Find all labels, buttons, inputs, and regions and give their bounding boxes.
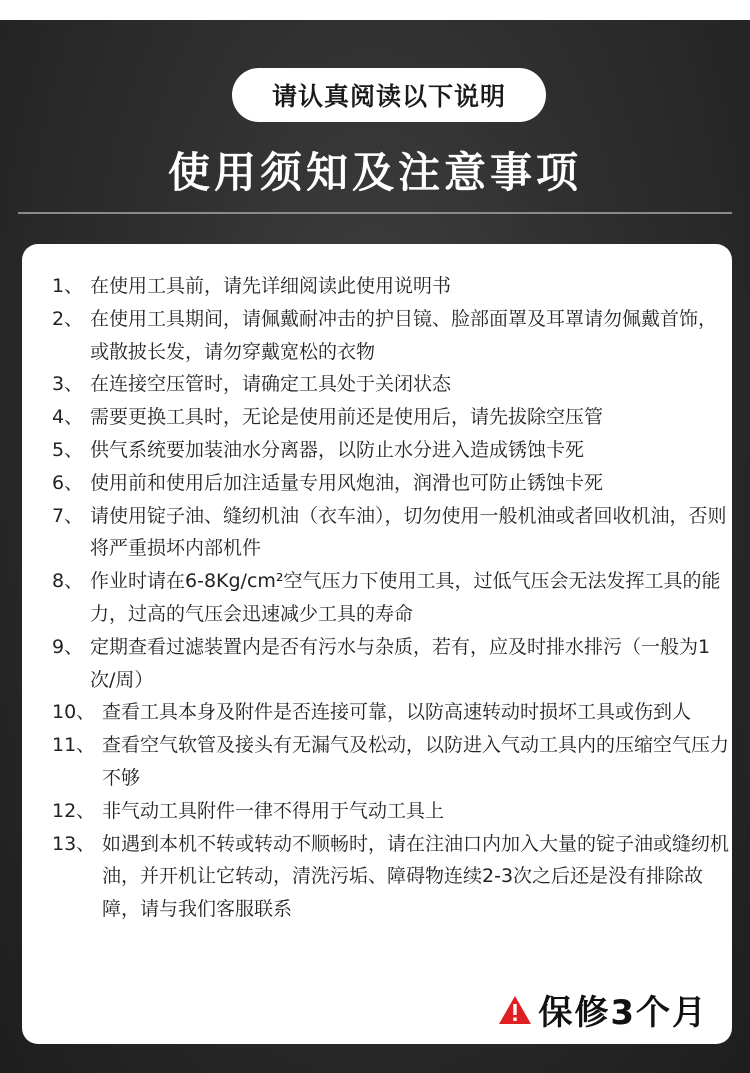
read-instructions-text: 请认真阅读以下说明 <box>271 82 506 111</box>
warranty-text: 保修3个月 <box>538 993 708 1033</box>
note-number: 12、 <box>52 799 96 822</box>
note-item <box>52 401 732 434</box>
note-number: 10、 <box>52 701 96 724</box>
note-text: 使用前和使用后加注适量专用风炮油，润滑也可防止锈蚀卡死 <box>90 471 604 494</box>
note-number: 8、 <box>52 570 84 593</box>
note-text: 请使用锭子油、缝纫机油（衣车油），切勿使用一般机油或者回收机油，否则将严重损坏内部机件 <box>90 504 727 560</box>
note-number: 1、 <box>52 275 84 297</box>
warning-triangle-icon <box>498 995 532 1025</box>
note-item <box>52 467 732 500</box>
note-number: 2、 <box>52 307 84 330</box>
note-number: 5、 <box>52 438 84 461</box>
top-white-strip <box>0 0 750 20</box>
note-item <box>52 565 732 631</box>
note-item <box>52 631 732 697</box>
note-text: 在使用工具前，请先详细阅读此使用说明书 <box>90 275 452 297</box>
note-number: 7、 <box>52 504 84 527</box>
warranty-badge <box>498 985 708 1034</box>
note-text: 如遇到本机不转或转动不顺畅时，请在注油口内加入大量的锭子油或缝纫机油，并开机让它转动，清洗污垢、障碍物连续2-3次之后还是没有排除故障，请与我们客服联系 <box>102 832 730 921</box>
note-text: 查看工具本身及附件是否连接可靠，以防高速转动时损坏工具或伤到人 <box>102 701 692 724</box>
note-text: 作业时请在6-8Kg/cm²空气压力下使用工具，过低气压会无法发挥工具的能力，过高的气压会迅速减少工具的寿命 <box>90 570 721 625</box>
note-text: 需要更换工具时，无论是使用前还是使用后，请先拔除空压管 <box>90 406 604 429</box>
note-item <box>52 828 732 926</box>
page-title: 使用须知及注意事项 <box>167 148 582 197</box>
notes-card <box>22 244 732 1044</box>
note-text: 在连接空压管时，请确定工具处于关闭状态 <box>90 373 452 396</box>
note-text: 供气系统要加装油水分离器，以防止水分进入造成锈蚀卡死 <box>90 438 585 461</box>
note-item <box>52 303 732 369</box>
note-text: 非气动工具附件一律不得用于气动工具上 <box>102 799 445 822</box>
note-number: 4、 <box>52 406 84 429</box>
note-item <box>52 368 732 401</box>
title-divider <box>18 212 732 214</box>
note-text: 在使用工具期间，请佩戴耐冲击的护目镜、脸部面罩及耳罩请勿佩戴首饰，或散披长发，请勿穿戴宽松的衣物 <box>90 307 718 363</box>
note-number: 3、 <box>52 373 84 396</box>
note-number: 6、 <box>52 471 84 494</box>
note-number: 13、 <box>52 832 96 855</box>
notes-list <box>52 270 732 926</box>
note-item <box>52 500 732 566</box>
note-item <box>52 434 732 467</box>
note-number: 9、 <box>52 635 84 658</box>
note-item <box>52 270 732 303</box>
note-text: 查看空气软管及接头有无漏气及松动，以防进入气动工具内的压缩空气压力不够 <box>102 734 730 789</box>
note-item <box>52 729 732 795</box>
read-instructions-banner <box>232 68 546 122</box>
note-item <box>52 795 732 828</box>
note-text: 定期查看过滤装置内是否有污水与杂质，若有，应及时排水排污（一般为1次/周） <box>90 635 711 691</box>
note-number: 11、 <box>52 734 96 757</box>
note-item <box>52 696 732 729</box>
